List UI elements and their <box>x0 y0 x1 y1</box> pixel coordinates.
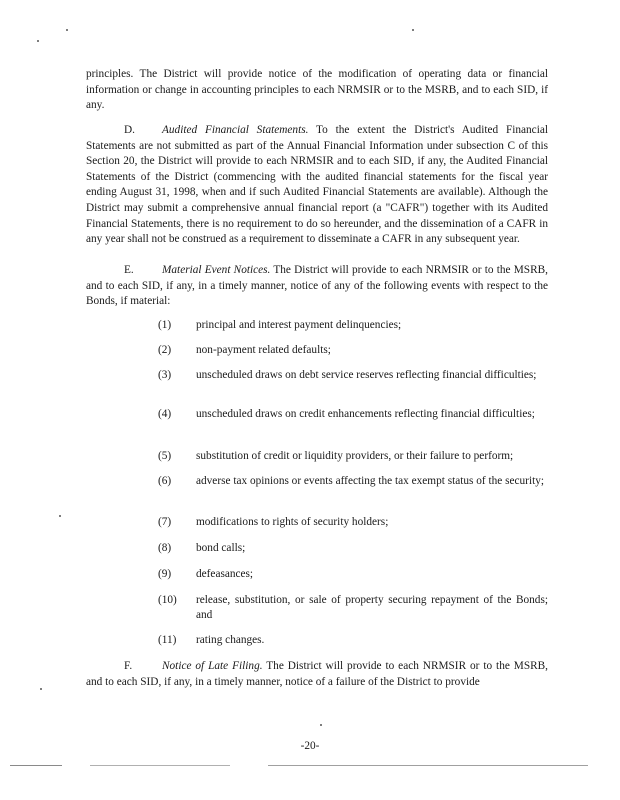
section-letter: D. <box>124 124 135 136</box>
section-letter: E. <box>124 264 134 276</box>
item-number: (4) <box>158 408 172 420</box>
section-letter: F. <box>124 660 133 672</box>
item-text: unscheduled draws on credit enhancements reflecting financial difficulties; <box>196 408 535 420</box>
item-text: defeasances; <box>196 568 254 580</box>
section-body: The District will provide to each NRMSIR or to the MSRB, and to each SID, if any, in a timely manner, notice of a failure of the District to provide <box>86 660 548 688</box>
section-body: The District will provide to each NRMSIR or to the MSRB, and to each SID, if any, in a timely manner, notice of any of the following events with respect to the Bonds, if material: <box>86 264 548 308</box>
item-number: (2) <box>158 344 172 356</box>
item-number: (7) <box>158 516 172 528</box>
item-number: (5) <box>158 450 172 462</box>
section-e <box>86 263 548 310</box>
paragraph-continued <box>86 67 548 114</box>
item-number: (9) <box>158 568 172 580</box>
page-number: -20- <box>300 740 320 752</box>
item-number: (10) <box>158 594 177 606</box>
scan-speck <box>59 515 61 517</box>
item-number: (1) <box>158 319 172 331</box>
section-d <box>86 123 548 248</box>
footer-scan-line <box>90 765 230 766</box>
item-number: (6) <box>158 475 172 487</box>
item-text: bond calls; <box>196 542 246 554</box>
scan-speck <box>37 40 39 42</box>
paragraph-text: principles. The District will provide notice of the modification of operating data or financial information or change in accounting principles to each NRMSIR or to the MSRB, and to each SID, if any. <box>86 68 548 112</box>
section-f <box>86 659 548 690</box>
item-text: rating changes. <box>196 634 265 646</box>
item-text: adverse tax opinions or events affecting the tax exempt status of the security; <box>196 475 545 487</box>
section-title: Audited Financial Statements. <box>162 124 309 136</box>
section-title: Notice of Late Filing. <box>162 660 263 672</box>
item-text: principal and interest payment delinquencies; <box>196 319 402 331</box>
item-text: substitution of credit or liquidity providers, or their failure to perform; <box>196 450 514 462</box>
section-body: To the extent the District's Audited Financial Statements are not submitted as part of the Annual Financial Information under subsection C of this Section 20, the District will provide to each NRMSIR and to each SID, if any, the Audited Financial Statements of the District (commencing with the audited financial statements for the fiscal year ending August 31, 1998, when and if such Audited Financial Statements are available). Although the District may submit a comprehensive annual financial report (a "CAFR") together with its Audited Financial Statements, there is no requirement to do so hereunder, and the dissemination of a CAFR in any year shall not be construed as a requirement to disseminate a CAFR in any subsequent year. <box>86 124 548 246</box>
item-number: (8) <box>158 542 172 554</box>
scan-speck <box>320 724 322 726</box>
item-text: unscheduled draws on debt service reserves reflecting financial difficulties; <box>196 369 537 381</box>
item-text: modifications to rights of security holders; <box>196 516 389 528</box>
item-number: (3) <box>158 369 172 381</box>
item-text: release, substitution, or sale of property securing repayment of the Bonds; and <box>196 594 548 621</box>
scan-speck <box>66 29 68 31</box>
footer-scan-line <box>268 765 588 766</box>
scan-speck <box>40 688 42 690</box>
section-title: Material Event Notices. <box>162 264 271 276</box>
item-text: non-payment related defaults; <box>196 344 331 356</box>
footer-scan-line <box>10 765 62 766</box>
scan-speck <box>412 29 414 31</box>
item-number: (11) <box>158 634 177 646</box>
